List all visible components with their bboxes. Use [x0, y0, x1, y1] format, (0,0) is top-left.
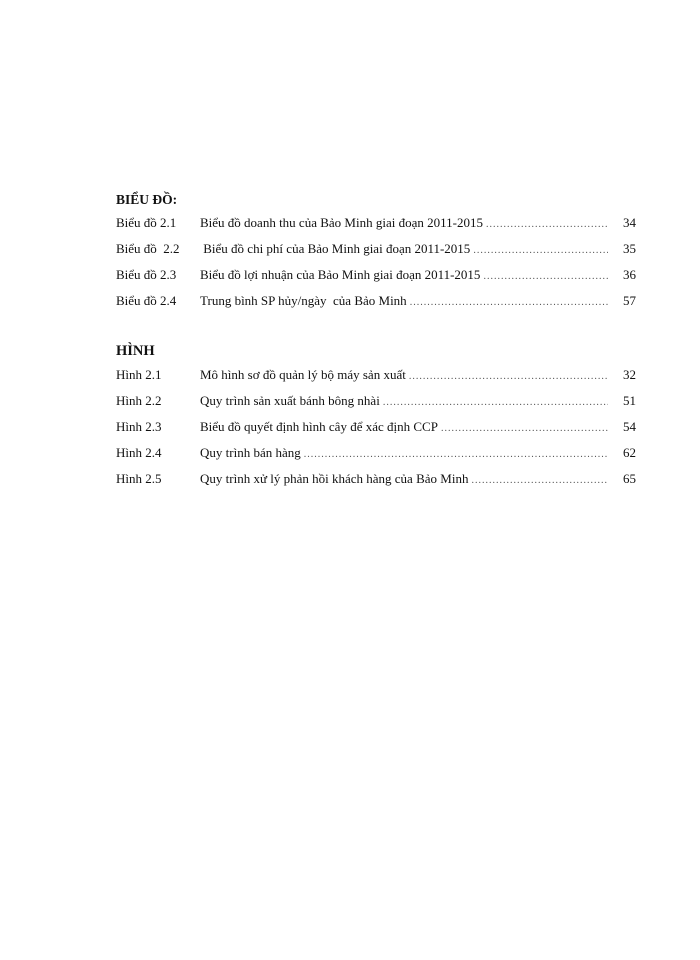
figure-entry-page: 54	[623, 419, 636, 434]
figure-entry-page: 32	[623, 367, 636, 382]
chart-entry-title: Biểu đồ lợi nhuận của Bảo Minh giai đoạn 2011-2015	[200, 267, 481, 282]
figure-entry-label: Hình 2.1	[116, 367, 162, 382]
dot-leader	[304, 442, 608, 468]
figure-entry-label: Hình 2.3	[116, 419, 162, 434]
figure-entry-title: Quy trình bán hàng	[200, 445, 301, 460]
figure-entry-page: 65	[623, 471, 636, 486]
chart-entry	[116, 236, 636, 262]
figure-entry-label: Hình 2.4	[116, 445, 162, 460]
table-of-figures	[116, 190, 636, 492]
dot-leader	[471, 468, 608, 494]
figure-entry-title: Quy trình sản xuất bánh bông nhài	[200, 393, 380, 408]
charts-heading: BIỂU ĐỒ:	[116, 192, 178, 207]
figures-heading: HÌNH	[116, 343, 155, 359]
chart-entry-page: 35	[623, 241, 636, 256]
chart-entry-label: Biểu đồ 2.2	[116, 241, 180, 256]
dot-leader	[409, 364, 608, 390]
dot-leader	[483, 264, 608, 290]
figure-entry-label: Hình 2.5	[116, 471, 162, 486]
chart-entry-title: Trung bình SP hủy/ngày của Bảo Minh	[200, 293, 407, 308]
chart-entry-page: 57	[623, 293, 636, 308]
chart-entry-page: 34	[623, 215, 636, 230]
dot-leader	[383, 390, 608, 416]
chart-entry-page: 36	[623, 267, 636, 282]
figure-entry-title: Mô hình sơ đồ quản lý bộ máy sản xuất	[200, 367, 406, 382]
figures-list	[116, 362, 636, 492]
figure-entry	[116, 388, 636, 414]
figure-entry-label: Hình 2.2	[116, 393, 162, 408]
charts-list	[116, 210, 636, 314]
figure-entry-page: 51	[623, 393, 636, 408]
chart-entry	[116, 262, 636, 288]
dot-leader	[473, 238, 608, 264]
figure-entry-title: Quy trình xử lý phản hồi khách hàng của Bảo Minh	[200, 471, 469, 486]
chart-entry-title: Biểu đồ doanh thu của Bảo Minh giai đoạn 2011-2015	[200, 215, 483, 230]
figure-entry	[116, 414, 636, 440]
chart-entry-title: Biểu đồ chi phí của Bảo Minh giai đoạn 2011-2015	[200, 241, 471, 256]
chart-entry-label: Biểu đồ 2.1	[116, 215, 177, 230]
figure-entry-page: 62	[623, 445, 636, 460]
dot-leader	[441, 416, 608, 442]
chart-entry	[116, 210, 636, 236]
dot-leader	[486, 212, 608, 238]
figure-entry	[116, 362, 636, 388]
chart-entry	[116, 288, 636, 314]
figure-entry	[116, 466, 636, 492]
dot-leader	[410, 290, 608, 316]
figure-entry	[116, 440, 636, 466]
chart-entry-label: Biểu đồ 2.3	[116, 267, 177, 282]
chart-entry-label: Biểu đồ 2.4	[116, 293, 177, 308]
figure-entry-title: Biểu đồ quyết định hình cây để xác định CCP	[200, 419, 438, 434]
